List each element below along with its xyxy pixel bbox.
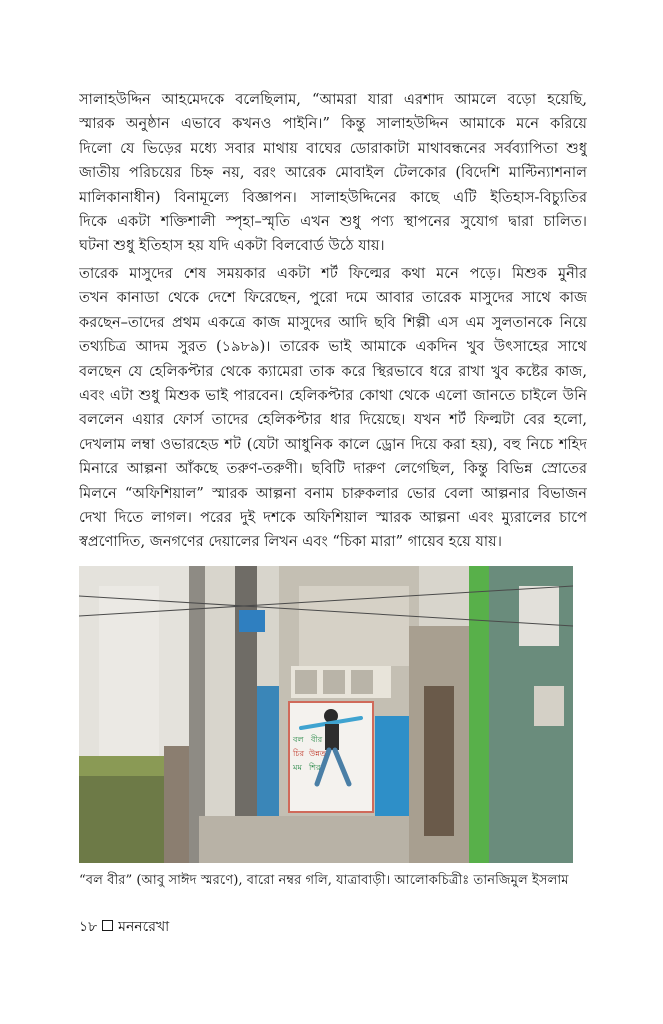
paragraph-2-line: বলছেন যে হেলিকপ্টার থেকে ক্যামেরা তাক করে স্থিরভাবে ধরে রাখা খুব কষ্টের কাজ,: [79, 362, 587, 380]
mural-text-4: উন্নত: [309, 749, 326, 758]
paragraph-1-line: স্মারক অনুষ্ঠান এভাবে কখনও পাইনি।” কিন্তু সালাহউদ্দিন আমাকে মনে করিয়ে: [79, 115, 587, 133]
paragraph-1: [79, 88, 587, 259]
paragraph-2-line: তারেক মাসুদের শেষ সময়কার একটা শর্ট ফিল্মের কথা মনে পড়ে। মিশুক মুনীর: [79, 265, 587, 282]
paragraph-1-line: সালাহউদ্দিন আহমেদকে বলেছিলাম, “আমরা যারা এরশাদ আমলে বড়ো হয়েছি,: [79, 91, 587, 108]
paragraph-1-line: দিকে একটা শক্তিশালী স্পৃহা–স্মৃতি এখন শুধু পণ্য স্থাপনের সুযোগ দ্বারা চালিত।: [79, 212, 587, 230]
mural-text-3: চির: [293, 749, 305, 758]
paragraph-2: [79, 262, 587, 555]
page-number: ১৮: [79, 919, 98, 935]
paragraph-2-line: দেখা দিতে লাগল। পরের দুই দশকে অফিশিয়াল স্মারক আল্পনা এবং ম্যুরালের চাপে: [79, 508, 587, 526]
paragraph-2-line: স্বপ্রণোদিত, জনগণের দেয়ালের লিখন এবং “চিকা মারা” গায়েব হয়ে যায়।: [79, 533, 502, 551]
photo-caption: “বল বীর” (আবু সাঈদ স্মরণে), বারো নম্বর গলি, যাত্রাবাড়ী। আলোকচিত্রীঃ তানজিমুল ইসলাম: [79, 873, 569, 888]
paragraph-2-line: করছেন–তাদের প্রথম একত্রে কাজ মাসুদের আদি ছবি শিল্পী এস এম সুলতানকে নিয়ে: [79, 313, 587, 331]
book-title: মননরেখা: [118, 919, 170, 935]
paragraph-1-line: মালিকানাধীন) বিনামূল্যে বিজ্ঞাপন। সালাহউদ্দিনের কাছে এটি ইতিহাস-বিচ্যুতির: [79, 188, 587, 206]
paragraph-2-line: মিনারে আল্পনা আঁকছে তরুণ-তরুণী। ছবিটি দারুণ লেগেছিল, কিন্তু বিভিন্ন স্রোতের: [79, 460, 587, 478]
alley-mural-photo: [79, 566, 573, 863]
mural-text-2: বীর: [311, 735, 323, 744]
page-footer: [79, 917, 169, 937]
paragraph-2-line: দেখলাম লম্বা ওভারহেড শট (যেটা আধুনিক কালে ড্রোন দিয়ে করা হয়), বহু নিচে শহিদ: [79, 435, 587, 453]
mural-text-6: শির: [309, 763, 321, 772]
paragraph-2-line: তথ্যচিত্র আদম সুরত (১৯৮৯)। তারেক ভাই আমাকে একদিন খুব উৎসাহের সাথে: [79, 338, 587, 356]
mural-text-1: বল: [293, 735, 304, 744]
mural-text-5: মম: [293, 763, 302, 772]
paragraph-2-line: এবং এটা শুধু মিশুক ভাই পারবেন। হেলিকপ্টার কোথা থেকে এলো জানতে চাইলে উনি: [79, 386, 587, 404]
paragraph-1-line: জাতীয় পরিচয়ের চিহ্ন নয়, বরং আরেক মোবাইল টেলকোর (বিদেশি মাল্টিন্যাশনাল: [79, 164, 587, 182]
paragraph-1-line: দিলো যে ভিড়ের মধ্যে সবার মাথায় বাঘের ডোরাকাটা মাথাবন্ধনের সর্বব্যাপিতা শুধু: [79, 139, 587, 157]
paragraph-1-line: ঘটনা শুধু ইতিহাস হয় যদি একটা বিলবোর্ড উঠে যায়।: [79, 237, 385, 255]
paragraph-2-line: বললেন এয়ার ফোর্স তাদের হেলিকপ্টার ধার দিয়েছে। যখন শর্ট ফিল্মটা বের হলো,: [79, 411, 587, 429]
square-separator-icon: [102, 920, 113, 931]
paragraph-2-line: তখন কানাডা থেকে দেশে ফিরেছেন, পুরো দমে আবার তারেক মাসুদের সাথে কাজ: [79, 289, 587, 307]
paragraph-2-line: মিলনে “অফিশিয়াল” স্মারক আল্পনা বনাম চারুকলার ভোর বেলা আল্পনার বিভাজন: [79, 484, 587, 502]
